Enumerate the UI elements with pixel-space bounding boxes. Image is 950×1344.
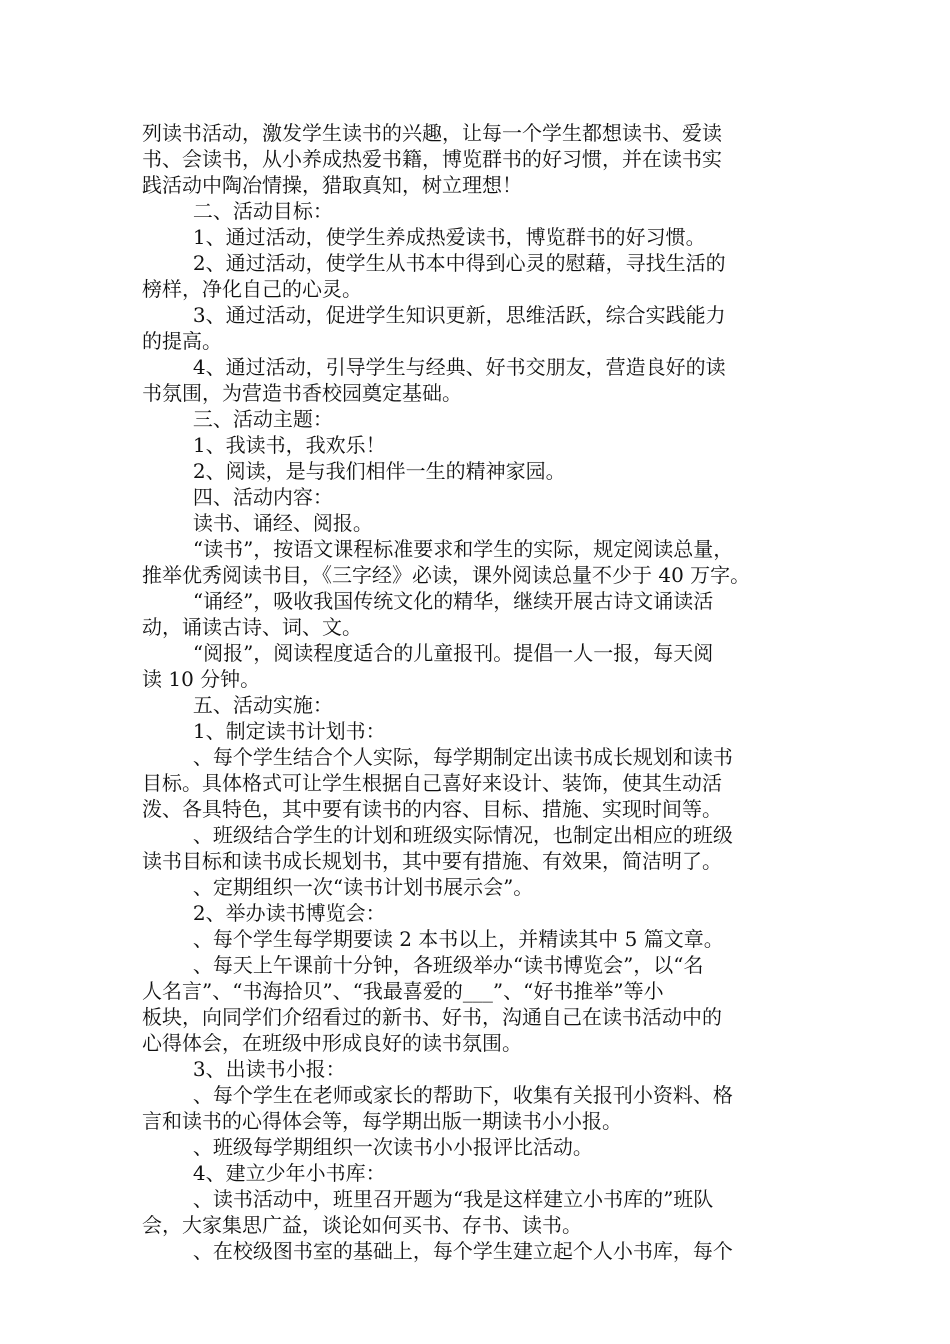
text-line: 榜样，净化自己的心灵。 xyxy=(142,277,362,301)
text-line: 书氛围，为营造书香校园奠定基础。 xyxy=(142,381,462,405)
text-line: 推举优秀阅读书目，《三字经》必读，课外阅读总量不少于 40 万字。 xyxy=(142,563,751,587)
text-line: 书、会读书，从小养成热爱书籍，博览群书的好习惯，并在读书实 xyxy=(142,147,722,171)
document-body xyxy=(142,120,807,1264)
text-line: “诵经”，吸收我国传统文化的精华，继续开展古诗文诵读活 xyxy=(142,589,714,613)
text-line: 2、阅读，是与我们相伴一生的精神家园。 xyxy=(142,459,566,483)
text-line: 践活动中陶冶情操，猎取真知，树立理想！ xyxy=(142,173,522,197)
text-line: 读书、诵经、阅报。 xyxy=(142,511,373,535)
text-line: 1、制定读书计划书： xyxy=(142,719,386,743)
text-line: 泼、各具特色，其中要有读书的内容、目标、措施、实现时间等。 xyxy=(142,797,722,821)
text-line: 读 10 分钟。 xyxy=(142,667,261,691)
text-line: 、在校级图书室的基础上，每个学生建立起个人小书库，每个 xyxy=(142,1239,733,1263)
text-line: 会，大家集思广益，谈论如何买书、存书、读书。 xyxy=(142,1213,582,1237)
text-line: 五、活动实施： xyxy=(142,693,333,717)
text-line: 4、建立少年小书库： xyxy=(142,1161,386,1185)
text-line: 、定期组织一次“读书计划书展示会”。 xyxy=(142,875,534,899)
text-line: 列读书活动，激发学生读书的兴趣，让每一个学生都想读书、爱读 xyxy=(142,121,722,145)
text-line: 人名言”、“书海拾贝”、“我最喜爱的___”、“好书推举”等小 xyxy=(142,979,664,1003)
text-line: 、班级结合学生的计划和班级实际情况，也制定出相应的班级 xyxy=(142,823,733,847)
text-line: 3、通过活动，促进学生知识更新，思维活跃，综合实践能力 xyxy=(142,303,726,327)
text-line: 、班级每学期组织一次读书小小报评比活动。 xyxy=(142,1135,593,1159)
text-line: 二、活动目标： xyxy=(142,199,333,223)
text-line: 读书目标和读书成长规划书，其中要有措施、有效果，简洁明了。 xyxy=(142,849,722,873)
text-line: 目标。具体格式可让学生根据自己喜好来设计、装饰，使其生动活 xyxy=(142,771,722,795)
text-line: 3、出读书小报： xyxy=(142,1057,346,1081)
text-line: 心得体会，在班级中形成良好的读书氛围。 xyxy=(142,1031,522,1055)
text-line: 的提高。 xyxy=(142,329,222,353)
text-line: 2、通过活动，使学生从书本中得到心灵的慰藉，寻找生活的 xyxy=(142,251,726,275)
text-line: 四、活动内容： xyxy=(142,485,333,509)
text-line: 、每个学生每学期要读 2 本书以上，并精读其中 5 篇文章。 xyxy=(142,927,724,951)
text-line: 4、通过活动，引导学生与经典、好书交朋友，营造良好的读 xyxy=(142,355,726,379)
text-line: 言和读书的心得体会等，每学期出版一期读书小小报。 xyxy=(142,1109,622,1133)
text-line: “阅报”，阅读程度适合的儿童报刊。提倡一人一报，每天阅 xyxy=(142,641,714,665)
text-line: 动，诵读古诗、词、文。 xyxy=(142,615,362,639)
text-line: 板块，向同学们介绍看过的新书、好书，沟通自己在读书活动中的 xyxy=(142,1005,722,1029)
text-line: 、每个学生结合个人实际，每学期制定出读书成长规划和读书 xyxy=(142,745,733,769)
text-line: 2、举办读书博览会： xyxy=(142,901,386,925)
text-line: 1、我读书，我欢乐！ xyxy=(142,433,386,457)
text-line: 三、活动主题： xyxy=(142,407,333,431)
text-line: “读书”，按语文课程标准要求和学生的实际，规定阅读总量， xyxy=(142,537,734,561)
text-line: 1、通过活动，使学生养成热爱读书，博览群书的好习惯。 xyxy=(142,225,706,249)
text-line: 、每个学生在老师或家长的帮助下，收集有关报刊小资料、格 xyxy=(142,1083,733,1107)
text-line: 、每天上午课前十分钟，各班级举办“读书博览会”，以“名 xyxy=(142,953,704,977)
text-line: 、读书活动中，班里召开题为“我是这样建立小书库的”班队 xyxy=(142,1187,714,1211)
